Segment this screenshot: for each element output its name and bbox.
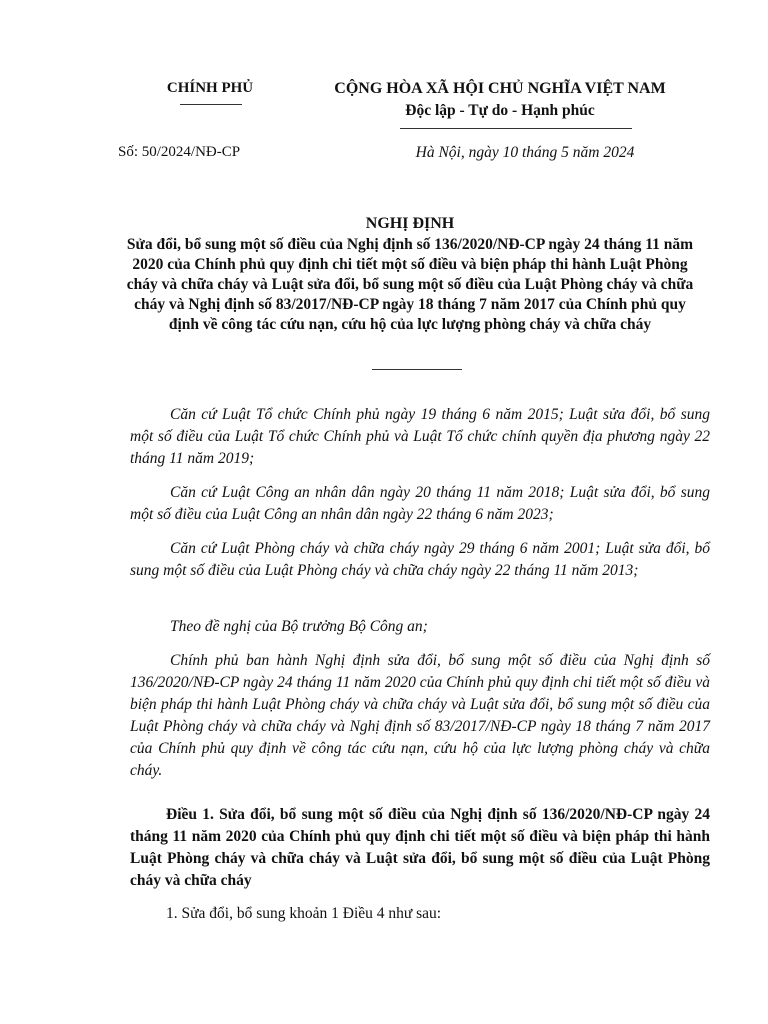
preamble-paragraph: Chính phủ ban hành Nghị định sửa đổi, bổ sung một số điều của Nghị định số 136/2020/NĐ-CP ngày 24 tháng 11 năm 2020 của Chính phủ quy định chi tiết một số điều và biện pháp thi hành Luật Phòng cháy và chữa cháy và Luật sửa đổi, bổ sung một số điều của Luật Phòng cháy và chữa cháy và Nghị định số 83/2017/NĐ-CP ngày 18 tháng 7 năm 2017 của Chính phủ quy định về công tác cứu nạn, cứu hộ của lực lượng phòng cháy và chữa cháy. (130, 652, 710, 779)
document-type-title: NGHỊ ĐỊNH (365, 215, 455, 232)
preamble-paragraph: Căn cứ Luật Tổ chức Chính phủ ngày 19 tháng 6 năm 2015; Luật sửa đổi, bổ sung một số điều của Luật Tổ chức Chính phủ và Luật Tổ chức chính quyền địa phương ngày 22 tháng 11 năm 2019; (130, 406, 710, 467)
motto-underline (400, 128, 632, 129)
article-1-heading: Điều 1. Sửa đổi, bổ sung một số điều của Nghị định số 136/2020/NĐ-CP ngày 24 tháng 11 năm 2020 của Chính phủ quy định chi tiết một số điều và biện pháp thi hành Luật Phòng cháy và chữa cháy và Luật sửa đổi, bổ sung một số điều của Luật Phòng cháy và chữa cháy (130, 806, 710, 889)
preamble-paragraph: Căn cứ Luật Công an nhân dân ngày 20 tháng 11 năm 2018; Luật sửa đổi, bổ sung một số điều của Luật Công an nhân dân ngày 22 tháng 6 năm 2023; (130, 484, 710, 523)
issuing-organization: CHÍNH PHỦ (166, 80, 254, 96)
place-and-date: Hà Nội, ngày 10 tháng 5 năm 2024 (415, 144, 635, 161)
national-motto: Độc lập - Tự do - Hạnh phúc (405, 102, 595, 119)
clause-1: 1. Sửa đổi, bổ sung khoản 1 Điều 4 như sau: (166, 905, 442, 922)
document-number: Số: 50/2024/NĐ-CP (118, 144, 241, 160)
preamble-paragraph: Theo đề nghị của Bộ trưởng Bộ Công an; (170, 618, 428, 635)
document-subtitle: Sửa đổi, bổ sung một số điều của Nghị định số 136/2020/NĐ-CP ngày 24 tháng 11 năm 2020 của Chính phủ quy định chi tiết một số điều và biện pháp thi hành Luật Phòng cháy và chữa cháy và Luật sửa đổi, bổ sung một số điều của Luật Phòng cháy và chữa cháy và Nghị định số 83/2017/NĐ-CP ngày 18 tháng 7 năm 2017 của Chính phủ quy định về công tác cứu nạn, cứu hộ của lực lượng phòng cháy và chữa cháy (126, 236, 694, 333)
preamble-paragraph: Căn cứ Luật Phòng cháy và chữa cháy ngày 29 tháng 6 năm 2001; Luật sửa đổi, bổ sung một số điều của Luật Phòng cháy và chữa cháy ngày 22 tháng 11 năm 2013; (130, 540, 710, 579)
national-title: CỘNG HÒA XÃ HỘI CHỦ NGHĨA VIỆT NAM (334, 80, 666, 97)
org-underline (180, 104, 242, 105)
title-underline (372, 369, 462, 370)
